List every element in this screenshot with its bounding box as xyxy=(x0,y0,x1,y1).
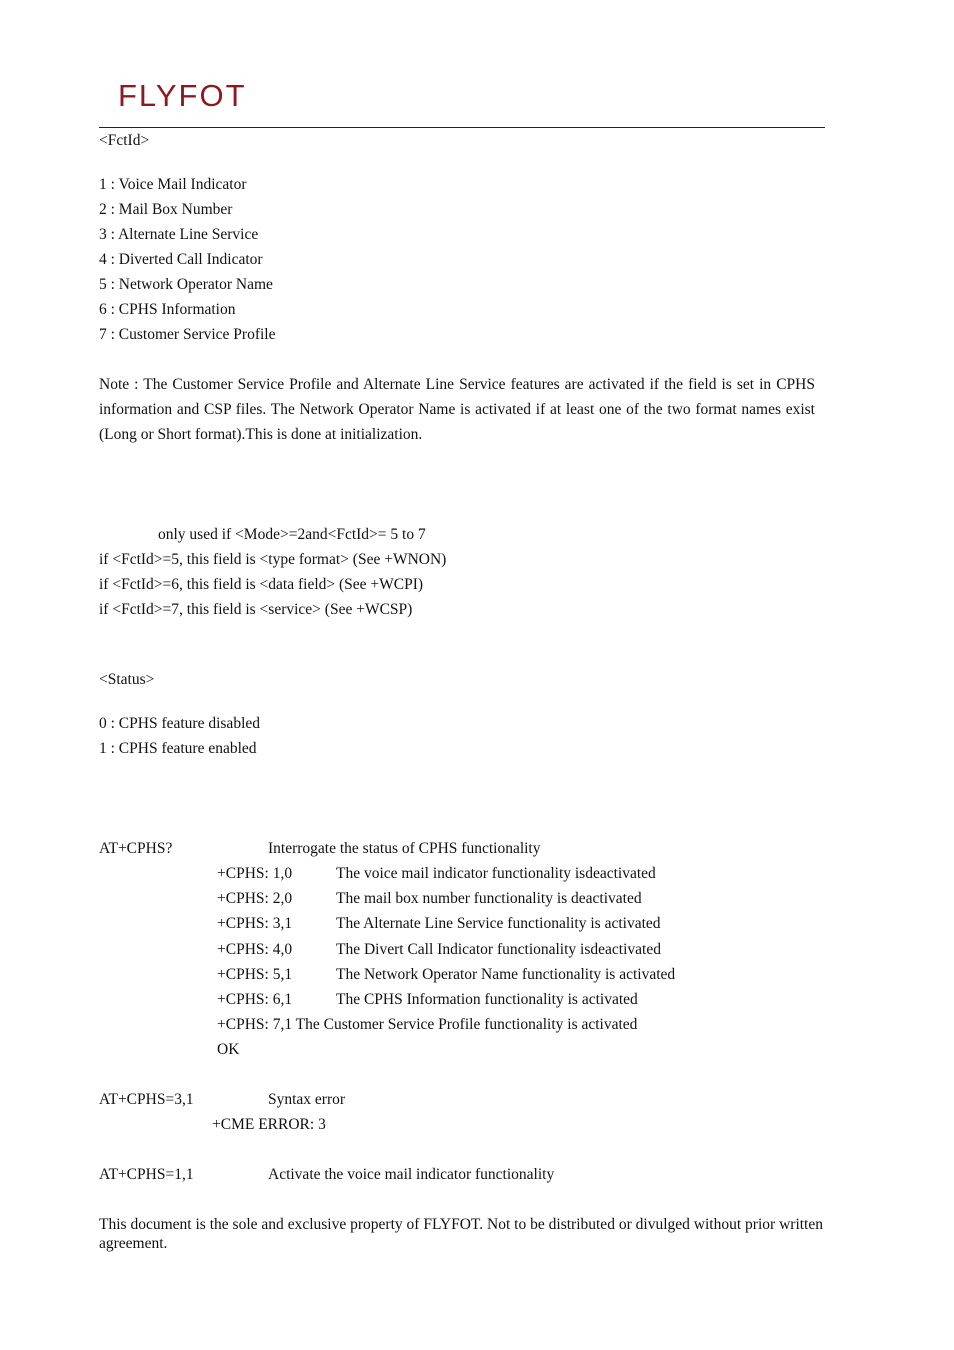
flyfot-logo: FLYFOT xyxy=(118,78,247,113)
response-code: +CPHS: 5,1 xyxy=(217,966,293,983)
response-text: The Alternate Line Service functionality is activated xyxy=(336,915,661,932)
response-error: +CME ERROR: 3 xyxy=(212,1116,326,1133)
fctid-note: Note : The Customer Service Profile and Alternate Line Service features are activated if the field is set in CPHS information and CSP files. The Network Operator Name is activated if at least one of the two format names exist (Long or Short format).This is done at initialization. xyxy=(99,376,815,443)
status-heading: <Status> xyxy=(99,671,155,688)
example-description: Syntax error xyxy=(268,1091,346,1108)
fctid-item: 6 : CPHS Information xyxy=(99,301,236,318)
response-text: The voice mail indicator functionality isdeactivated xyxy=(336,865,656,882)
example-command: AT+CPHS? xyxy=(99,840,173,857)
fctid-item: 5 : Network Operator Name xyxy=(99,276,273,293)
example-command: AT+CPHS=1,1 xyxy=(99,1166,194,1183)
response-code: +CPHS: 4,0 xyxy=(217,941,293,958)
example-command: AT+CPHS=3,1 xyxy=(99,1091,194,1108)
response-code: +CPHS: 6,1 xyxy=(217,991,293,1008)
fctid-heading: <FctId> xyxy=(99,132,150,149)
footer-disclaimer: This document is the sole and exclusive property of FLYFOT. Not to be distributed or divulged without prior written agreement. xyxy=(99,1216,823,1252)
header-rule xyxy=(99,127,825,128)
fctid-item: 2 : Mail Box Number xyxy=(99,201,233,218)
response-ok: OK xyxy=(217,1041,240,1058)
precision-line: if <FctId>=7, this field is <service> (See +WCSP) xyxy=(99,601,413,618)
precision-line: only used if <Mode>=2and<FctId>= 5 to 7 xyxy=(158,526,426,543)
status-item: 0 : CPHS feature disabled xyxy=(99,715,261,732)
response-line: +CPHS: 7,1 The Customer Service Profile functionality is activated xyxy=(217,1016,638,1033)
fctid-item: 1 : Voice Mail Indicator xyxy=(99,176,247,193)
fctid-item: 4 : Diverted Call Indicator xyxy=(99,251,263,268)
response-text: The CPHS Information functionality is activated xyxy=(336,991,638,1008)
fctid-item: 3 : Alternate Line Service xyxy=(99,226,259,243)
response-code: +CPHS: 1,0 xyxy=(217,865,293,882)
status-item: 1 : CPHS feature enabled xyxy=(99,740,257,757)
precision-line: if <FctId>=6, this field is <data field> (See +WCPI) xyxy=(99,576,424,593)
fctid-item: 7 : Customer Service Profile xyxy=(99,326,276,343)
precision-line: if <FctId>=5, this field is <type format> (See +WNON) xyxy=(99,551,447,568)
response-text: The Network Operator Name functionality is activated xyxy=(336,966,676,983)
response-code: +CPHS: 2,0 xyxy=(217,890,293,907)
response-text: The mail box number functionality is deactivated xyxy=(336,890,642,907)
example-description: Interrogate the status of CPHS functionality xyxy=(268,840,541,857)
response-code: +CPHS: 3,1 xyxy=(217,915,293,932)
example-description: Activate the voice mail indicator functionality xyxy=(268,1166,555,1183)
response-text: The Divert Call Indicator functionality isdeactivated xyxy=(336,941,661,958)
